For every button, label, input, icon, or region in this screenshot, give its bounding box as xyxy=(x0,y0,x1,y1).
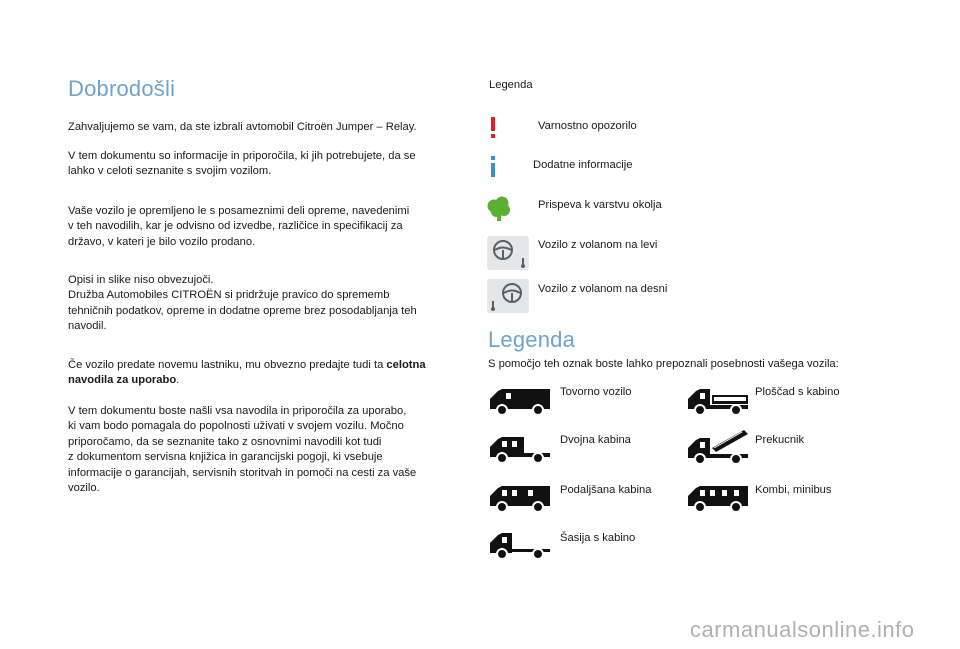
legend-label-rhd: Vozilo z volanom na desni xyxy=(538,283,668,295)
tipper-icon xyxy=(686,426,750,466)
chassis-cab-icon xyxy=(488,529,552,561)
watermark: carmanualsonline.info xyxy=(690,617,915,642)
disclaimer-paragraph: Opisi in slike niso obvezujoči. Družba Automobiles CITROËN si pridržuje pravico do sprememb tehničnih podatkov, opreme in dodatne opreme brez posodabljanja teh navodil. xyxy=(68,274,417,333)
legend-title: Legenda xyxy=(488,327,576,352)
legend-heading-small: Legenda xyxy=(489,79,533,91)
left-hand-drive-icon xyxy=(487,236,529,270)
vehicle-label-van: Tovorno vozilo xyxy=(560,386,632,398)
legend-label-environment: Prispeva k varstvu okolja xyxy=(538,199,662,211)
manual-paragraph: V tem dokumentu boste našli vsa navodila in priporočila za uporabo, ki vam bodo pomagala do popolnosti uživati v svojem vozilu. Močno priporočamo, da se seznanite tako z osnovnimi navodili kot tudi z dokumentom servisna knjižica in garancijski pogoji, ki vsebuje informacije o garancijah, servisnih storitvah in pomoči na cesti za vaše vozilo. xyxy=(68,405,417,495)
vehicle-label-double-cab: Dvojna kabina xyxy=(560,434,631,446)
info-icon xyxy=(486,156,500,178)
tree-icon xyxy=(486,196,512,222)
vehicle-label-minibus: Kombi, minibus xyxy=(755,484,832,496)
legend-label-lhd: Vozilo z volanom na levi xyxy=(538,239,658,251)
warning-exclamation-icon xyxy=(486,117,500,139)
intro-paragraph: Zahvaljujemo se vam, da ste izbrali avtomobil Citroën Jumper – Relay. xyxy=(68,121,417,133)
vehicle-label-chassis-cab: Šasija s kabino xyxy=(560,532,636,544)
vehicle-label-extended-cab: Podaljšana kabina xyxy=(560,484,652,496)
platform-cab-icon xyxy=(686,385,750,417)
equipment-paragraph: Vaše vozilo je opremljeno le s posameznimi deli opreme, navedenimi v teh navodilih, kar je odvisno od izvedbe, različice in specifikacij za državo, v kateri je bilo vozilo prodano. xyxy=(68,205,410,248)
double-cab-icon xyxy=(488,433,552,465)
info-paragraph: V tem dokumentu so informacije in priporočila, ki jih potrebujete, da se lahko v celoti seznanite s svojim vozilom. xyxy=(68,150,416,178)
legend-label-warning: Varnostno opozorilo xyxy=(538,120,637,132)
handover-paragraph: Če vozilo predate novemu lastniku, mu obvezno predajte tudi ta celotna navodila za uporabo. xyxy=(68,359,426,387)
vehicle-label-platform-cab: Ploščad s kabino xyxy=(755,386,840,398)
van-icon xyxy=(488,385,552,417)
legend-label-info: Dodatne informacije xyxy=(533,159,633,171)
right-hand-drive-icon xyxy=(487,279,529,313)
vehicle-label-tipper: Prekucnik xyxy=(755,434,805,446)
minibus-icon xyxy=(686,482,750,514)
extended-cab-icon xyxy=(488,482,552,514)
legend-intro: S pomočjo teh oznak boste lahko prepoznali posebnosti vašega vozila: xyxy=(488,358,839,370)
page-title: Dobrodošli xyxy=(68,76,176,101)
